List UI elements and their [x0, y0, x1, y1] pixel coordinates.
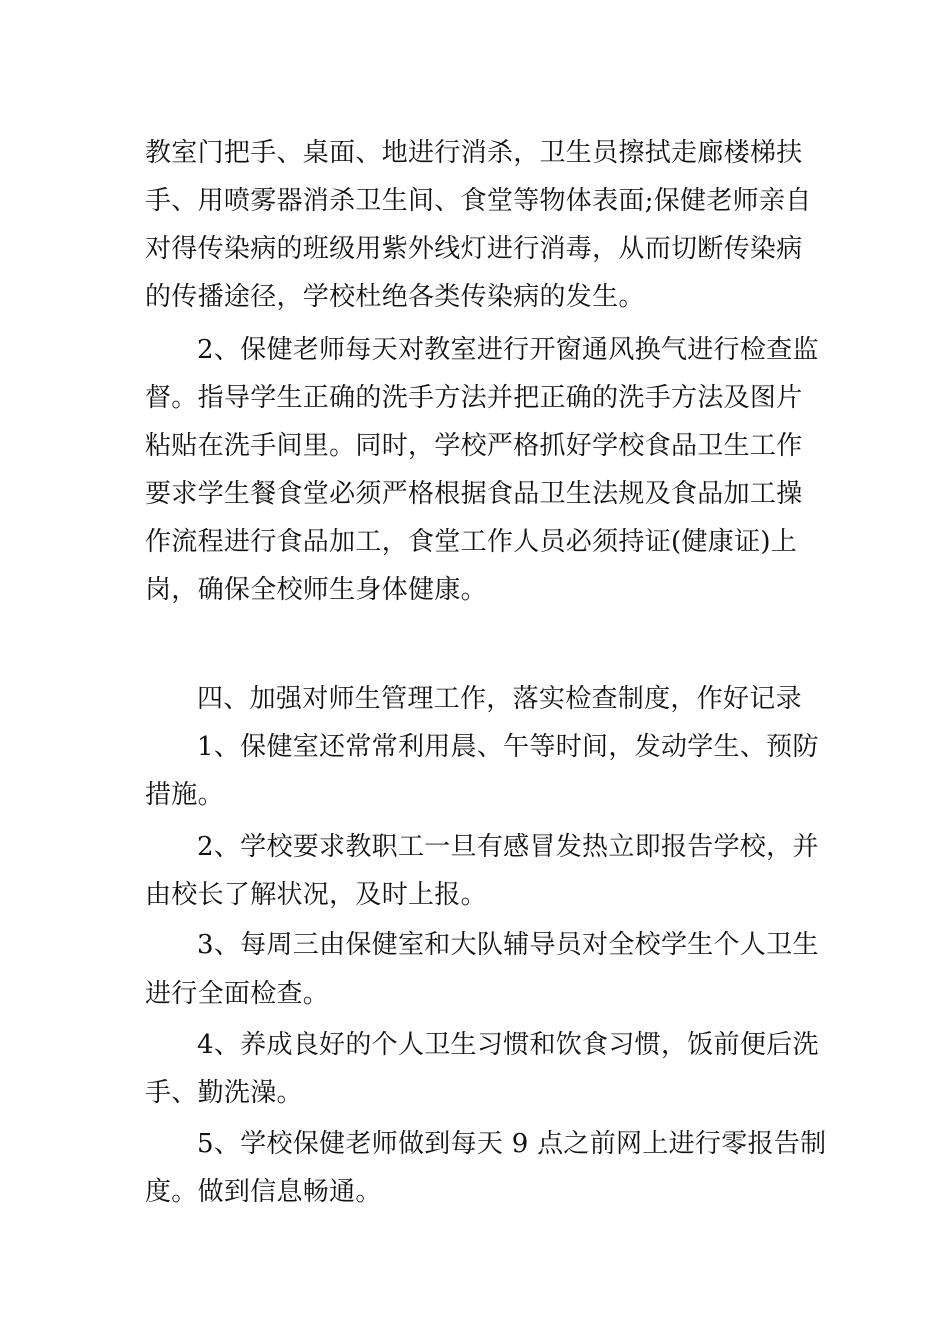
paragraph-start-line: 4、养成良好的个人卫生习惯和饮食习惯，饭前便后洗 — [197, 1030, 819, 1060]
text-line: 手、勤洗澡。 — [145, 1078, 303, 1108]
section-heading: 四、加强对师生管理工作，落实检查制度，作好记录 — [197, 684, 802, 714]
text-line: 教室门把手、桌面、地进行消杀，卫生员擦拭走廊楼梯扶 — [145, 138, 803, 168]
text-line: 度。做到信息畅通。 — [145, 1177, 382, 1207]
text-line: 作流程进行食品加工，食堂工作人员必须持证(健康证)上 — [145, 527, 798, 557]
paragraph-start-line: 2、保健老师每天对教室进行开窗通风换气进行检查监 — [197, 335, 819, 365]
text-line: 对得传染病的班级用紫外线灯进行消毒，从而切断传染病 — [145, 234, 803, 264]
paragraph-start-line: 2、学校要求教职工一旦有感冒发热立即报告学校，并 — [197, 832, 819, 862]
text-line: 督。指导学生正确的洗手方法并把正确的洗手方法及图片 — [145, 383, 803, 413]
paragraph-start-line: 1、保健室还常常利用晨、午等时间，发动学生、预防 — [197, 732, 819, 762]
text-line: 措施。 — [145, 780, 224, 810]
text-line: 手、用喷雾器消杀卫生间、食堂等物体表面;保健老师亲自 — [145, 186, 812, 216]
paragraph-start-line: 3、每周三由保健室和大队辅导员对全校学生个人卫生 — [197, 930, 819, 960]
paragraph-start-line: 5、学校保健老师做到每天 9 点之前网上进行零报告制 — [197, 1129, 827, 1159]
text-line: 的传播途径，学校杜绝各类传染病的发生。 — [145, 282, 645, 312]
text-line: 粘贴在洗手间里。同时，学校严格抓好学校食品卫生工作 — [145, 431, 803, 461]
text-line: 要求学生餐食堂必须严格根据食品卫生法规及食品加工操 — [145, 479, 803, 509]
text-line: 进行全面检查。 — [145, 979, 330, 1009]
text-line: 由校长了解状况，及时上报。 — [145, 880, 487, 910]
text-line: 岗，确保全校师生身体健康。 — [145, 575, 487, 605]
